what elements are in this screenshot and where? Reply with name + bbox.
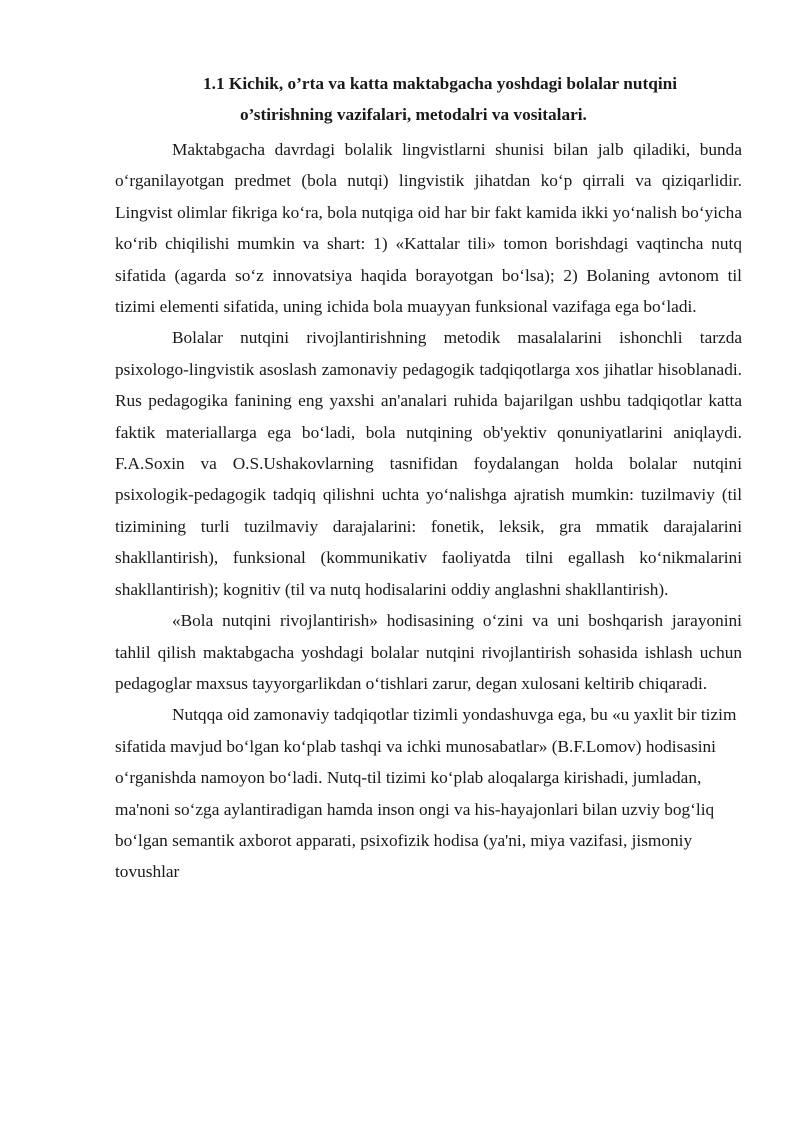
document-page bbox=[115, 68, 742, 888]
section-heading bbox=[115, 68, 742, 130]
heading-line-1: 1.1 Kichik, o’rta va katta maktabgacha yoshdagi bolalar nutqini bbox=[203, 74, 678, 93]
paragraph-3: «Bola nutqini rivojlantirish» hodisasining o‘zini va uni boshqarish jarayonini tahlil qilish maktabgacha yoshdagi bolalar nutqini rivojlantirish sohasida ishlash uchun pedagoglar maxsus tayyorgarlikdan o‘tishlari zarur, degan xulosani keltirib chiqaradi. bbox=[115, 611, 742, 693]
heading-line-2: o’stirishning vazifalari, metodalri va vositalari. bbox=[240, 105, 587, 124]
paragraph-2: Bolalar nutqini rivojlantirishning metodik masalalarini ishonchli tarzda psixologo-lingvistik asoslash zamonaviy pedagogik tadqiqotlarga xos jihatlar hisoblanadi. Rus pedagogika fanining eng yaxshi an'analari ruhida bajarilgan ushbu tadqiqotlar katta faktik materiallarga ega bo‘ladi, bola nutqining ob'yektiv qonuniyatlarini aniqlaydi. F.A.Soxin va O.S.Ushakovlarning tasnifidan foydalangan holda bolalar nutqini psixologik-pedagogik tadqiq qilishni uchta yo‘nalishga ajratish mumkin: tuzilmaviy (til tizimining turli tuzilmaviy darajalarini: fonetik, leksik, gra mmatik darajalarini shakllantirish), funksional (kommunikativ faoliyatda tilni egallash ko‘nikmalarini shakllantirish); kognitiv (til va nutq hodisalarini oddiy anglashni shakllantirish). bbox=[115, 328, 742, 599]
paragraph-4: Nutqqa oid zamonaviy tadqiqotlar tizimli yondashuvga ega, bu «u yaxlit bir tizim sifatida mavjud bo‘lgan ko‘plab tashqi va ichki munosabatlar» (B.F.Lomov) hodisasini o‘rganishda namoyon bo‘ladi. Nutq-til tizimi ko‘plab aloqalarga kirishadi, jumladan, ma'noni so‘zga aylantiradigan hamda inson ongi va his-hayajonlari bilan uzviy bog‘liq bo‘lgan semantik axborot apparati, psixofizik hodisa (ya'ni, miya vazifasi, jismoniy tovushlar bbox=[115, 705, 737, 882]
paragraph-1: Maktabgacha davrdagi bolalik lingvistlarni shunisi bilan jalb qiladiki, bunda o‘rganilayotgan predmet (bola nutqi) lingvistik jihatdan ko‘p qirrali va qiziqarlidir. Lingvist olimlar fikriga ko‘ra, bola nutqiga oid har bir fakt kamida ikki yo‘nalish bo‘yicha ko‘rib chiqilishi mumkin va shart: 1) «Kattalar tili» tomon borishdagi vaqtincha nutq sifatida (agarda so‘z innovatsiya haqida borayotgan bo‘lsa); 2) Bolaning avtonom til tizimi elementi sifatida, uning ichida bola muayyan funksional vazifaga ega bo‘ladi. bbox=[115, 140, 742, 317]
